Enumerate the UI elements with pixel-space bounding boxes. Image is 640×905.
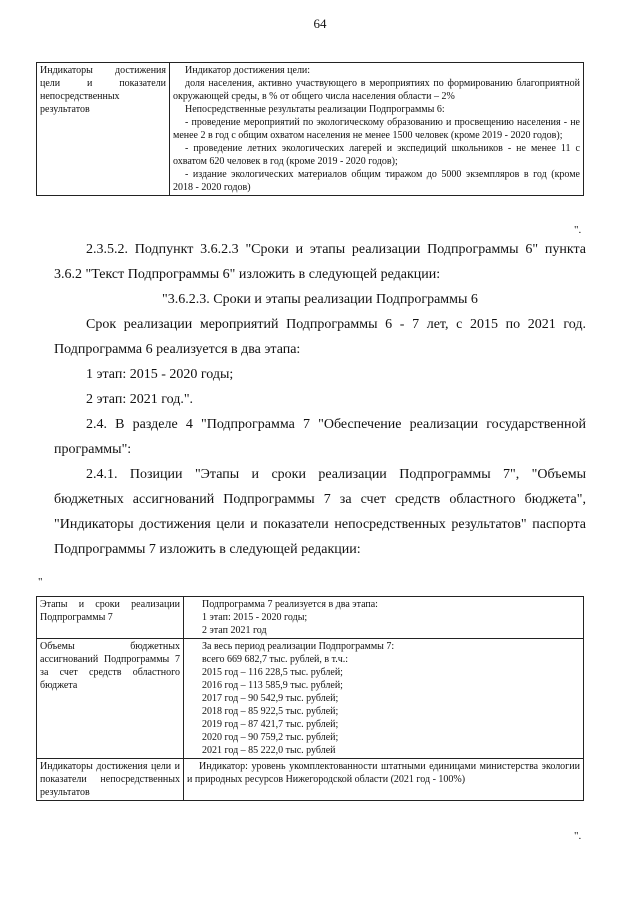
table-text-line: доля населения, активно участвующего в мероприятиях по формированию благоприятной окружающей среды, в % от общего числа населения области – 2% bbox=[173, 78, 580, 102]
table-row-label: Объемы бюджетных ассигнований Подпрограммы 7 за счет средств областного бюджета bbox=[37, 639, 184, 759]
table-row bbox=[37, 597, 584, 639]
table-row-content bbox=[184, 597, 584, 639]
table-text-line: 2017 год – 90 542,9 тыс. рублей; bbox=[202, 693, 339, 704]
table-text-line: - проведение мероприятий по экологическому образованию и просвещению населения - не менее 2 в год с общим охватом населения не менее 1500 человек (кроме 2019 - 2020 годов); bbox=[173, 117, 580, 141]
table-text-line: 2016 год – 113 585,9 тыс. рублей; bbox=[202, 680, 343, 691]
table-text-line: Индикатор: уровень укомплектованности штатными единицами министерства экологии и природных ресурсов Нижегородской области (2021 год - 100%) bbox=[187, 761, 580, 785]
table-text-line: 2020 год – 90 759,2 тыс. рублей; bbox=[202, 732, 339, 743]
table-row-content bbox=[184, 639, 584, 759]
table-text-line: Индикатор достижения цели: bbox=[185, 65, 311, 76]
table-row-label: Индикаторы достижения цели и показатели непосредственных результатов bbox=[37, 63, 170, 196]
table-row bbox=[37, 759, 584, 801]
table-row bbox=[37, 63, 584, 196]
paragraph: 2.4. В разделе 4 "Подпрограмма 7 "Обеспечение реализации государственной программы": bbox=[54, 417, 586, 457]
passport-table-subprogram-6 bbox=[36, 62, 584, 196]
closing-quote-mark: ". bbox=[574, 224, 582, 236]
table-text-line: Непосредственные результаты реализации Подпрограммы 6: bbox=[185, 104, 445, 115]
table-text-line: всего 669 682,7 тыс. рублей, в т.ч.: bbox=[202, 654, 349, 665]
table-row bbox=[37, 639, 584, 759]
closing-quote-mark: ". bbox=[574, 830, 582, 842]
table-text-line: 2 этап 2021 год bbox=[202, 625, 267, 636]
table-text-line: 2021 год – 85 222,0 тыс. рублей bbox=[202, 745, 336, 756]
table-text-line: 1 этап: 2015 - 2020 годы; bbox=[202, 612, 308, 623]
table-text-line: За весь период реализации Подпрограммы 7: bbox=[202, 641, 395, 652]
opening-quote-mark: " bbox=[38, 576, 43, 588]
paragraph: "3.6.2.3. Сроки и этапы реализации Подпрограммы 6 bbox=[162, 292, 478, 307]
paragraph: 2.4.1. Позиции "Этапы и сроки реализации Подпрограммы 7", "Объемы бюджетных ассигнований Подпрограммы 7 за счет средств областного бюджета", "Индикаторы достижения цели и показатели непосредственных результатов" паспорта Подпрограммы 7 изложить в следующей редакции: bbox=[54, 467, 586, 557]
paragraph: Срок реализации мероприятий Подпрограммы 6 - 7 лет, с 2015 по 2021 год. Подпрограмма 6 реализуется в два этапа: bbox=[54, 317, 586, 357]
page-number: 64 bbox=[313, 16, 327, 31]
table-row-content bbox=[184, 759, 584, 801]
paragraph: 2.3.5.2. Подпункт 3.6.2.3 "Сроки и этапы реализации Подпрограммы 6" пункта 3.6.2 "Текст Подпрограммы 6" изложить в следующей редакции: bbox=[54, 242, 586, 282]
paragraph: 1 этап: 2015 - 2020 годы; bbox=[86, 367, 234, 382]
table-row-content bbox=[170, 63, 584, 196]
table-row-label: Индикаторы достижения цели и показатели непосредственных результатов bbox=[37, 759, 184, 801]
document-body bbox=[54, 237, 586, 562]
table-text-line: - проведение летних экологических лагерей и экспедиций школьников - не менее 11 с охватом 620 человек в год (кроме 2019 - 2020 годов); bbox=[173, 143, 580, 167]
passport-table-subprogram-7 bbox=[36, 596, 584, 801]
table-text-line: - издание экологических материалов общим тиражом до 5000 экземпляров в год (кроме 2018 - 2020 годов) bbox=[173, 169, 580, 193]
table-text-line: Подпрограмма 7 реализуется в два этапа: bbox=[202, 599, 378, 610]
table-text-line: 2015 год – 116 228,5 тыс. рублей; bbox=[202, 667, 343, 678]
table-row-label: Этапы и сроки реализации Подпрограммы 7 bbox=[37, 597, 184, 639]
table-text-line: 2019 год – 87 421,7 тыс. рублей; bbox=[202, 719, 339, 730]
paragraph: 2 этап: 2021 год.". bbox=[86, 392, 194, 407]
table-text-line: 2018 год – 85 922,5 тыс. рублей; bbox=[202, 706, 339, 717]
